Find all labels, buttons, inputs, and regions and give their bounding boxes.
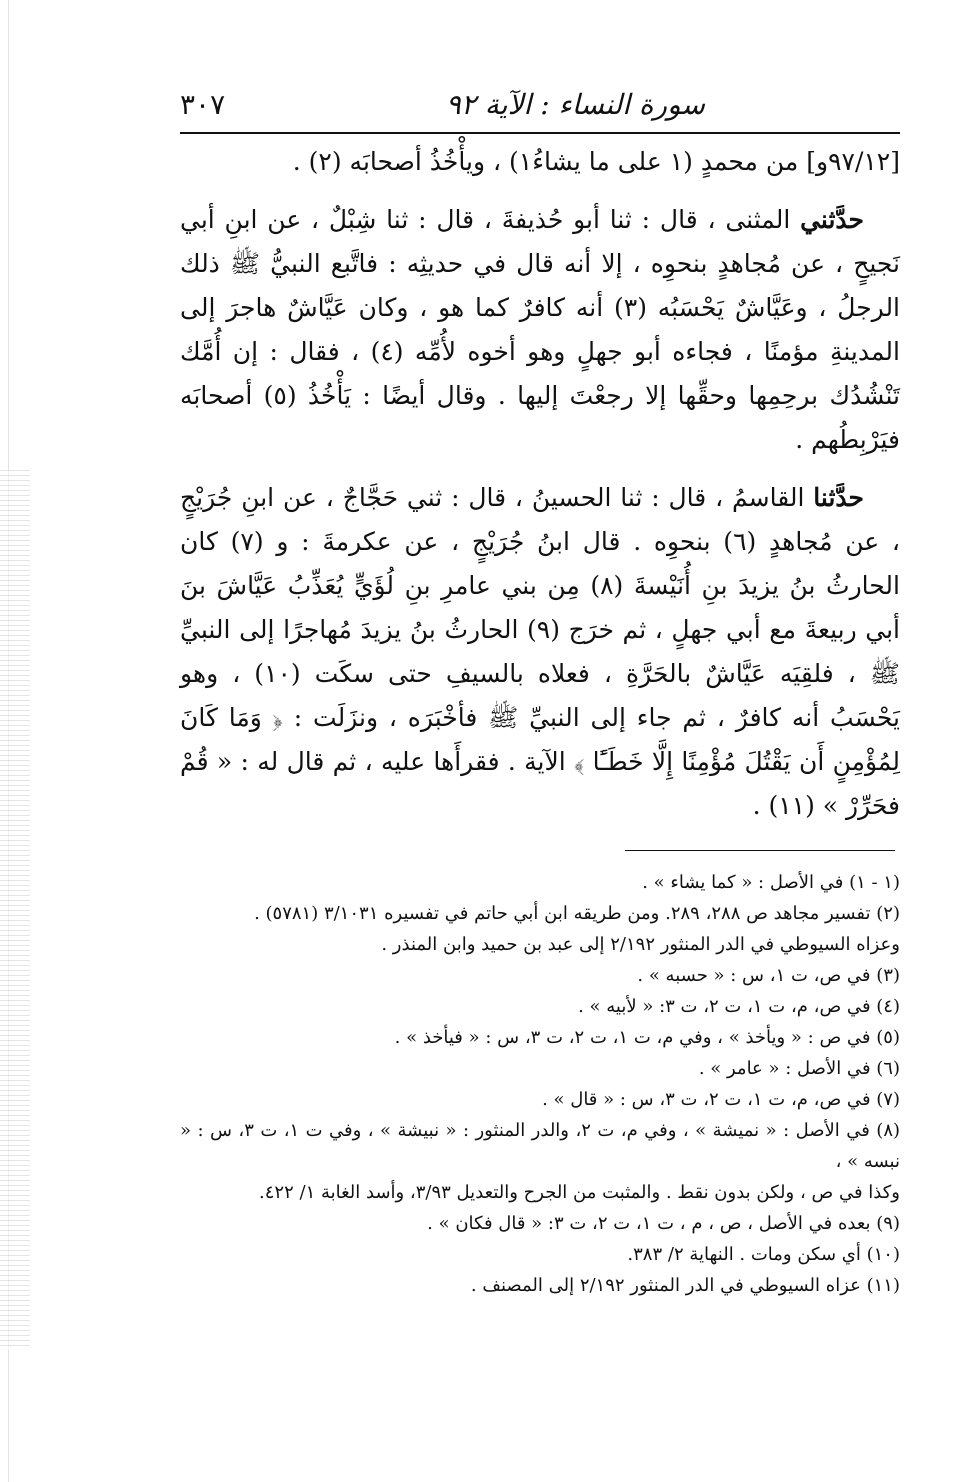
footnote: (٨) في الأصل : « نميشة » ، وفي م، ت ٢، والدر المنثور : « نبيشة » ، وفي ت ١، ت ٣، س : « نبسه » ، xyxy=(180,1120,901,1172)
footnote: وعزاه السيوطي في الدر المنثور ٢/١٩٢ إلى عبد بن حميد وابن المنذر . xyxy=(381,934,900,955)
footnote: (٢) تفسير مجاهد ص ٢٨٨، ٢٨٩. ومن طريقه ابن أبي حاتم في تفسيره ٣/١٠٣١ (٥٧٨١) . xyxy=(254,903,900,924)
binding-gutter xyxy=(0,470,30,1350)
page-header xyxy=(180,80,900,132)
running-head: سورة النساء : الآية ٩٢ xyxy=(445,88,705,121)
footnote: (٦) في الأصل : « عامر » . xyxy=(698,1058,900,1079)
paragraph-1 xyxy=(180,198,900,462)
footnote: (١ - ١) في الأصل : « كما يشاء » . xyxy=(642,872,900,893)
footnote: (٣) في ص، ت ١، س : « حسبه » . xyxy=(637,965,900,986)
header-rule xyxy=(180,132,900,134)
footnote: (١١) عزاه السيوطي في الدر المنثور ٢/١٩٢ إلى المصنف . xyxy=(470,1275,900,1296)
book-page xyxy=(180,80,900,1301)
paragraph-2 xyxy=(180,476,900,828)
footnote: (٧) في ص، م، ت ١، ت ٢، ت ٣، س : « قال » . xyxy=(542,1089,900,1110)
continuation-line: [٩٧/١٢و] من محمدٍ (١ على ما يشاءُ١) ، ويأْخُذُ أصحابَه (٢) . xyxy=(292,147,900,176)
main-text xyxy=(180,140,900,828)
footnote: وكذا في ص ، ولكن بدون نقط . والمثبت من الجرح والتعديل ٣/٩٣، وأسد الغابة ١/ ٤٢٢. xyxy=(259,1182,900,1203)
paragraph-2-lead: حدَّثنا xyxy=(813,483,864,512)
footnote: (١٠) أي سكن ومات . النهاية ٢/ ٣٨٣. xyxy=(627,1244,900,1265)
footnote: (٥) في ص : « ويأخذ » ، وفي م، ت ١، ت ٢، ت ٣، س : « فيأخذ » . xyxy=(394,1027,900,1048)
paragraph-1-text: المثنى ، قال : ثنا أبو حُذيفةَ ، قال : ثنا شِبْلٌ ، عن ابنِ أبي نَجيحٍ ، عن مُجاهدٍ بنحوِه ، إلا أنه قال في حديثِه : فاتَّبع النبيُّ ﷺ ذلك الرجلُ ، وعَيَّاشٌ يَحْسَبُه (٣) أنه كافرٌ كما هو ، وكان عَيَّاشٌ هاجرَ إلى المدينةِ مؤمنًا ، فجاءه أبو جهلٍ وهو أخوه لأُمِّه (٤) ، فقال : إن أُمَّك تَنْشُدُك برحِمِها وحقِّها إلا رجعْتَ إليها . وقال أيضًا : يَأْخُذُ (٥) أصحابَه فيَرْبِطُهم . xyxy=(180,205,901,454)
paragraph-1-lead: حدَّثني xyxy=(800,205,864,234)
page-number: ٣٠٧ xyxy=(180,88,226,121)
footnote: (٩) بعده في الأصل ، ص ، م ، ت ١، ت ٢، ت ٣: « قال فكان » . xyxy=(427,1213,900,1234)
footnote-separator xyxy=(180,850,900,851)
paragraph-2-text: القاسمُ ، قال : ثنا الحسينُ ، قال : ثني حَجَّاجٌ ، عن ابنِ جُرَيْجٍ ، عن مُجاهدٍ (٦) بنحوِه . قال ابنُ جُرَيْجٍ ، عن عكرمةَ : و (٧) كان الحارثُ بنُ يزيدَ بنِ أُنَيْسةَ (٨) مِن بني عامرِ بنِ لُؤَيٍّ يُعَذِّبُ عَيَّاشَ بنَ أبي ربيعةَ مع أبي جهلٍ ، ثم خرَج (٩) الحارثُ بنُ يزيدَ مُهاجرًا إلى النبيِّ ﷺ ، فلقِيَه عَيَّاشٌ بالحَرَّةِ ، فعلاه بالسيفِ حتى سكَت (١٠) ، وهو يَحْسَبُ أنه كافرٌ ، ثم جاء إلى النبيِّ ﷺ فأخْبَرَه ، ونزَلَت : ﴿ وَمَا كَانَ لِمُؤْمِنٍ أَن يَقْتُلَ مُؤْمِنًا إِلَّا خَطَـًٔا ﴾ الآية . فقرأَها عليه ، ثم قال له : « قُمْ فحَرِّرْ » (١١) . xyxy=(180,483,901,820)
footnote: (٤) في ص، م، ت ١، ت ٢، ت ٣: « لأبيه » . xyxy=(578,996,900,1017)
footnotes xyxy=(180,867,900,1301)
